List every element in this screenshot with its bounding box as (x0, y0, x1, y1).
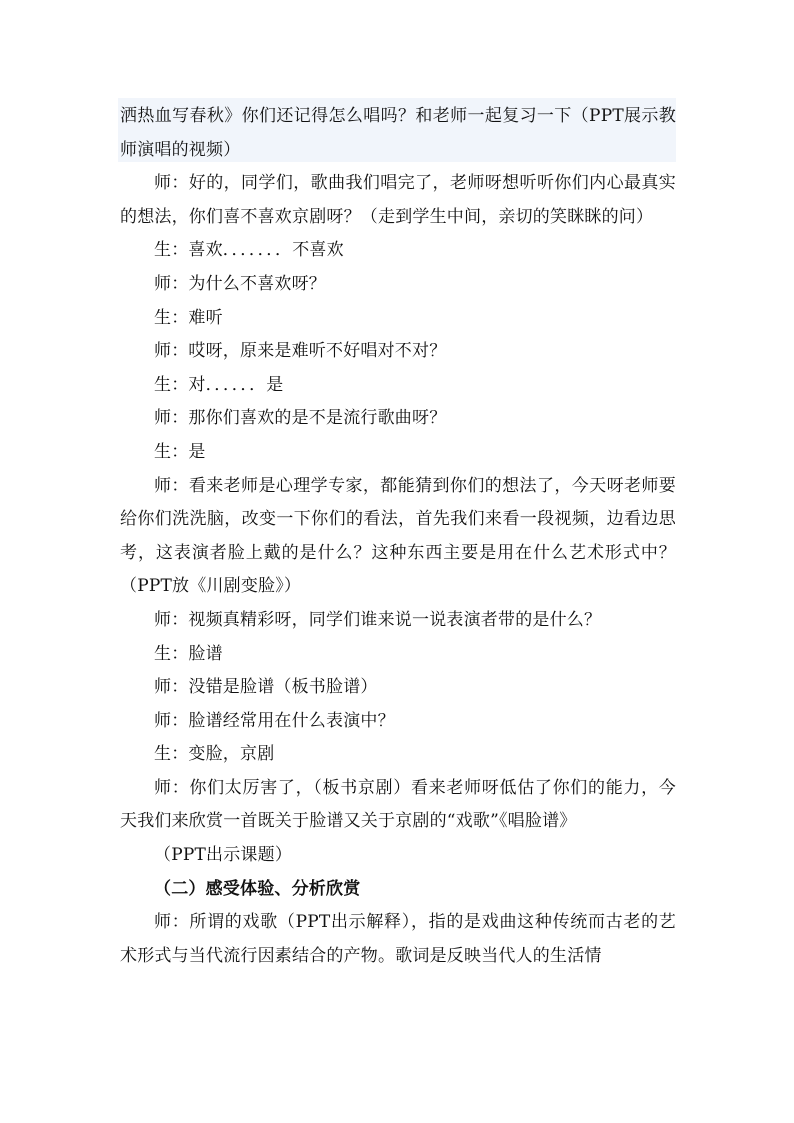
paragraph-teacher: 师：视频真精彩呀，同学们谁来说一说表演者带的是什么？ (154, 609, 602, 630)
paragraph-teacher: 师：为什么不喜欢呀？ (154, 273, 326, 294)
paragraph-note: （PPT出示课题） (154, 845, 293, 866)
paragraph-teacher: 师：好的，同学们，歌曲我们唱完了，老师呀想听听你们内心最真实的想法，你们喜不喜欢京剧呀？（走到学生中间，亲切的笑眯眯的问） (120, 173, 676, 227)
paragraph-student: 生：是 (154, 441, 206, 462)
paragraph-teacher: 师：看来老师是心理学专家，都能猜到你们的想法了，今天呀老师要给你们洗洗脑，改变一下你们的看法，首先我们来看一段视频，边看边思考，这表演者脸上戴的是什么？这种东西主要是用在什么艺术形式中？（PPT放《川剧变脸》） (120, 475, 676, 597)
paragraph-continuation: 洒热血写春秋》你们还记得怎么唱吗？和老师一起复习一下（PPT展示教师演唱的视频） (120, 106, 676, 160)
paragraph-teacher: 师：没错是脸谱（板书脸谱） (154, 677, 378, 698)
paragraph-teacher: 师：哎呀，原来是难听不好唱对不对？ (154, 341, 447, 362)
paragraph-student: 生：变脸，京剧 (154, 744, 275, 765)
paragraph-teacher: 师：那你们喜欢的是不是流行歌曲呀？ (154, 408, 447, 429)
paragraph-teacher: 师：所谓的戏歌（PPT出示解释），指的是戏曲这种传统而古老的艺术形式与当代流行因素结合的产物。歌词是反映当代人的生活情 (120, 912, 676, 966)
lesson-transcript (120, 100, 676, 973)
paragraph-teacher: 师：脸谱经常用在什么表演中？ (154, 710, 395, 731)
paragraph-student: 生：脸谱 (154, 643, 223, 664)
paragraph-student: 生：难听 (154, 307, 223, 328)
paragraph-student: 生：喜欢．．．．．．．不喜欢 (154, 240, 344, 261)
section-heading: （二）感受体验、分析欣赏 (154, 878, 361, 899)
paragraph-student: 生：对．．．．．．是 (154, 374, 284, 395)
paragraph-teacher: 师：你们太厉害了，（板书京剧）看来老师呀低估了你们的能力，今天我们来欣赏一首既关于脸谱又关于京剧的“戏歌”《唱脸谱》 (120, 777, 676, 832)
